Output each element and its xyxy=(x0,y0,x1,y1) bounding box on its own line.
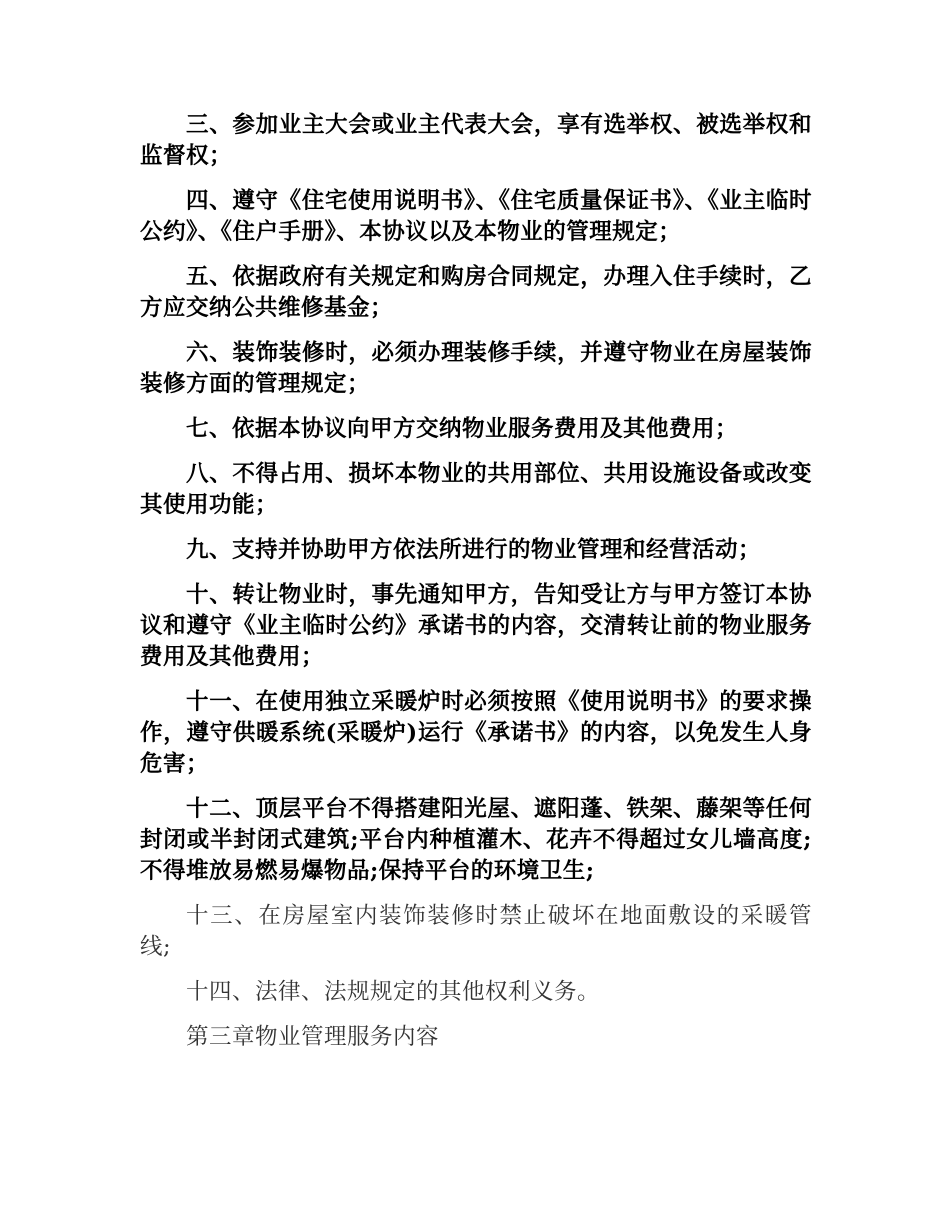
paragraph-item-13: 十三、在房屋室内装饰装修时禁止破坏在地面敷设的采暖管线; xyxy=(140,903,812,960)
paragraph-item-6: 六、装饰装修时，必须办理装修手续，并遵守物业在房屋装饰装修方面的管理规定； xyxy=(140,340,812,397)
paragraph-item-3: 三、参加业主大会或业主代表大会，享有选举权、被选举权和监督权； xyxy=(140,112,812,169)
document-body xyxy=(140,110,812,1067)
paragraph-item-8: 八、不得占用、损坏本物业的共用部位、共用设施设备或改变其使用功能； xyxy=(140,461,812,518)
paragraph-item-10: 十、转让物业时，事先通知甲方，告知受让方与甲方签订本协议和遵守《业主临时公约》承诺书的内容，交清转让前的物业服务费用及其他费用； xyxy=(140,582,812,670)
paragraph-item-5: 五、依据政府有关规定和购房合同规定，办理入住手续时，乙方应交纳公共维修基金； xyxy=(140,264,812,321)
paragraph-item-14: 十四、法律、法规规定的其他权利义务。 xyxy=(186,979,601,1005)
paragraph-item-9: 九、支持并协助甲方依法所进行的物业管理和经营活动； xyxy=(186,537,762,563)
paragraph-item-7: 七、依据本协议向甲方交纳物业服务费用及其他费用； xyxy=(186,416,739,442)
chapter-heading: 第三章物业管理服务内容 xyxy=(186,1024,440,1050)
paragraph-item-12: 十二、顶层平台不得搭建阳光屋、遮阳蓬、铁架、藤架等任何封闭或半封闭式建筑;平台内种植灌木、花卉不得超过女儿墙高度;不得堆放易燃易爆物品;保持平台的环境卫生; xyxy=(140,796,812,884)
paragraph-item-11: 十一、在使用独立采暖炉时必须按照《使用说明书》的要求操作，遵守供暖系统(采暖炉)运行《承诺书》的内容，以免发生人身危害； xyxy=(140,689,812,777)
paragraph-item-4: 四、遵守《住宅使用说明书》、《住宅质量保证书》、《业主临时公约》、《住户手册》、本协议以及本物业的管理规定； xyxy=(140,188,812,245)
